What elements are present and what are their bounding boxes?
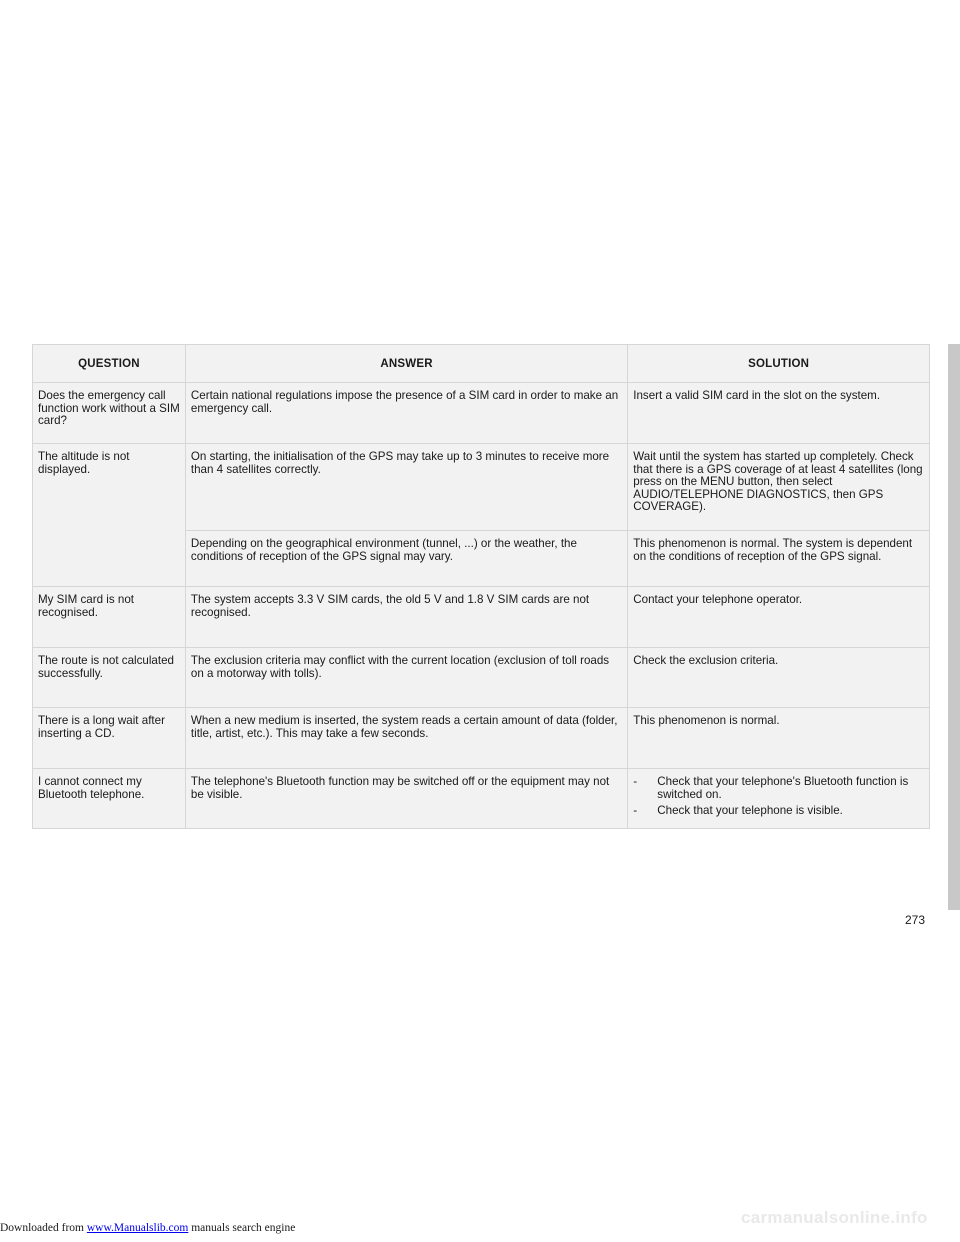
column-header-answer: ANSWER — [185, 345, 627, 383]
answer-cell: Certain national regulations impose the presence of a SIM card in order to make an emergency call. — [185, 383, 627, 444]
watermark: carmanualsonline.info — [741, 1208, 928, 1227]
question-cell: I cannot connect my Bluetooth telephone. — [33, 769, 186, 829]
table-row — [33, 648, 930, 708]
chapter-side-tab — [948, 344, 960, 910]
download-footer — [0, 1222, 295, 1234]
bullet-text: Check that your telephone's Bluetooth function is switched on. — [657, 775, 909, 801]
solution-cell: This phenomenon is normal. — [628, 708, 930, 769]
answer-cell: When a new medium is inserted, the system reads a certain amount of data (folder, title, artist, etc.). This may take a few seconds. — [185, 708, 627, 769]
page-number: 273 — [905, 913, 926, 927]
column-header-question: QUESTION — [33, 345, 186, 383]
column-header-solution: SOLUTION — [628, 345, 930, 383]
table-row — [33, 587, 930, 648]
question-cell: The route is not calculated successfully. — [33, 648, 186, 708]
table-row — [33, 383, 930, 444]
bullet-text: Check that your telephone is visible. — [657, 804, 843, 818]
faq-table — [32, 344, 930, 829]
solution-cell: This phenomenon is normal. The system is dependent on the conditions of reception of the GPS signal. — [628, 531, 930, 587]
table-row — [33, 444, 930, 531]
solution-cell: Check the exclusion criteria. — [628, 648, 930, 708]
table-header-row — [33, 345, 930, 383]
table-row — [33, 769, 930, 829]
question-cell: The altitude is not displayed. — [33, 444, 186, 587]
solution-bullet-item — [633, 776, 924, 801]
answer-cell: On starting, the initialisation of the GPS may take up to 3 minutes to receive more than 4 satellites correctly. — [185, 444, 627, 531]
bullet-dash: - — [633, 804, 638, 818]
answer-cell: The system accepts 3.3 V SIM cards, the old 5 V and 1.8 V SIM cards are not recognised. — [185, 587, 627, 648]
solution-bullet-item — [633, 805, 924, 818]
footer-suffix: manuals search engine — [188, 1222, 296, 1234]
table-row — [33, 708, 930, 769]
solution-cell — [628, 769, 930, 829]
solution-cell: Wait until the system has started up completely. Check that there is a GPS coverage of at least 4 satellites (long press on the MENU button, then select AUDIO/TELEPHONE DIAGNOSTICS, then GPS COVERAGE). — [628, 444, 930, 531]
bullet-dash: - — [633, 775, 638, 788]
question-cell: My SIM card is not recognised. — [33, 587, 186, 648]
answer-cell: Depending on the geographical environment (tunnel, ...) or the weather, the conditions of reception of the GPS signal may vary. — [185, 531, 627, 587]
solution-cell: Contact your telephone operator. — [628, 587, 930, 648]
answer-cell: The exclusion criteria may conflict with the current location (exclusion of toll roads on a motorway with tolls). — [185, 648, 627, 708]
question-cell: Does the emergency call function work without a SIM card? — [33, 383, 186, 444]
footer-prefix: Downloaded from — [0, 1222, 87, 1234]
answer-cell: The telephone's Bluetooth function may be switched off or the equipment may not be visible. — [185, 769, 627, 829]
question-cell: There is a long wait after inserting a CD. — [33, 708, 186, 769]
manualslib-link[interactable]: www.Manualslib.com — [86, 1222, 189, 1234]
solution-cell: Insert a valid SIM card in the slot on the system. — [628, 383, 930, 444]
